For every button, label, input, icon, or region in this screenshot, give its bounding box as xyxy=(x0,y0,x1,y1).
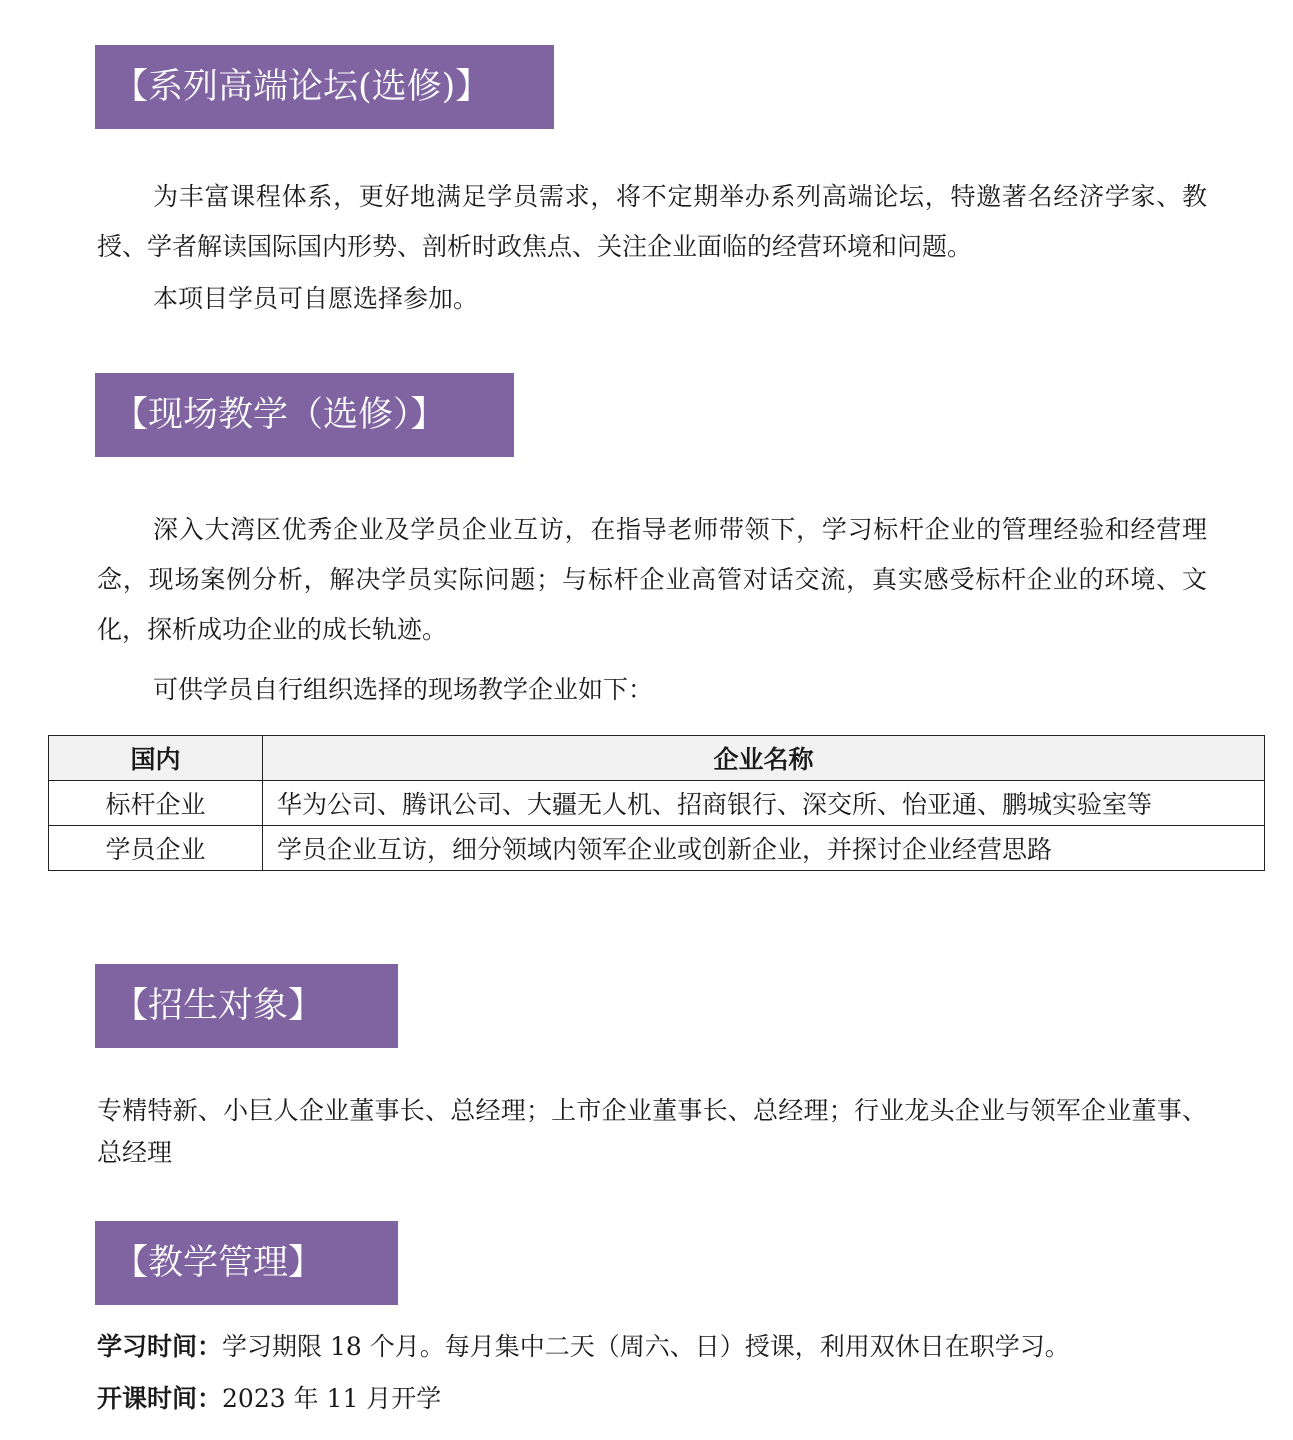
start-time-value: 2023 年 11 月开学 xyxy=(222,1384,442,1413)
section-title-forum: 【系列高端论坛(选修)】 xyxy=(95,45,554,129)
table-cell-category: 学员企业 xyxy=(49,826,263,871)
table-row xyxy=(49,781,1265,826)
field-teaching-description: 深入大湾区优秀企业及学员企业互访，在指导老师带领下，学习标杆企业的管理经验和经营理念，现场案例分析，解决学员实际问题；与标杆企业高管对话交流，真实感受标杆企业的环境、文化，探析成功企业的成长轨迹。 xyxy=(97,515,1207,644)
table-header-company-name: 企业名称 xyxy=(263,736,1265,781)
table-cell-companies: 学员企业互访，细分领域内领军企业或创新企业，并探讨企业经营思路 xyxy=(263,826,1265,871)
start-time-label: 开课时间： xyxy=(97,1384,223,1413)
enrollment-description: 专精特新、小巨人企业董事长、总经理；上市企业董事长、总经理；行业龙头企业与领军企业董事、总经理 xyxy=(97,1096,1207,1167)
section-title-field-teaching: 【现场教学（选修）】 xyxy=(95,373,514,457)
section-title-enrollment: 【招生对象】 xyxy=(95,964,398,1048)
table-cell-companies: 华为公司、腾讯公司、大疆无人机、招商银行、深交所、怡亚通、鹏城实验室等 xyxy=(263,781,1265,826)
section-title-management: 【教学管理】 xyxy=(95,1221,398,1305)
field-teaching-list-intro: 可供学员自行组织选择的现场教学企业如下： xyxy=(153,675,654,704)
study-time-value: 学习期限 18 个月。每月集中二天（周六、日）授课，利用双休日在职学习。 xyxy=(222,1332,1070,1361)
companies-table xyxy=(48,735,1265,871)
start-time-line xyxy=(97,1374,441,1424)
table-header-domestic: 国内 xyxy=(49,736,263,781)
study-time-label: 学习时间： xyxy=(97,1332,223,1361)
forum-participation-note: 本项目学员可自愿选择参加。 xyxy=(153,284,479,313)
forum-description: 为丰富课程体系，更好地满足学员需求，将不定期举办系列高端论坛，特邀著名经济学家、教授、学者解读国际国内形势、剖析时政焦点、关注企业面临的经营环境和问题。 xyxy=(97,182,1207,261)
table-header-row xyxy=(49,736,1265,781)
study-time-line xyxy=(97,1322,1070,1372)
table-row xyxy=(49,826,1265,871)
table-cell-category: 标杆企业 xyxy=(49,781,263,826)
